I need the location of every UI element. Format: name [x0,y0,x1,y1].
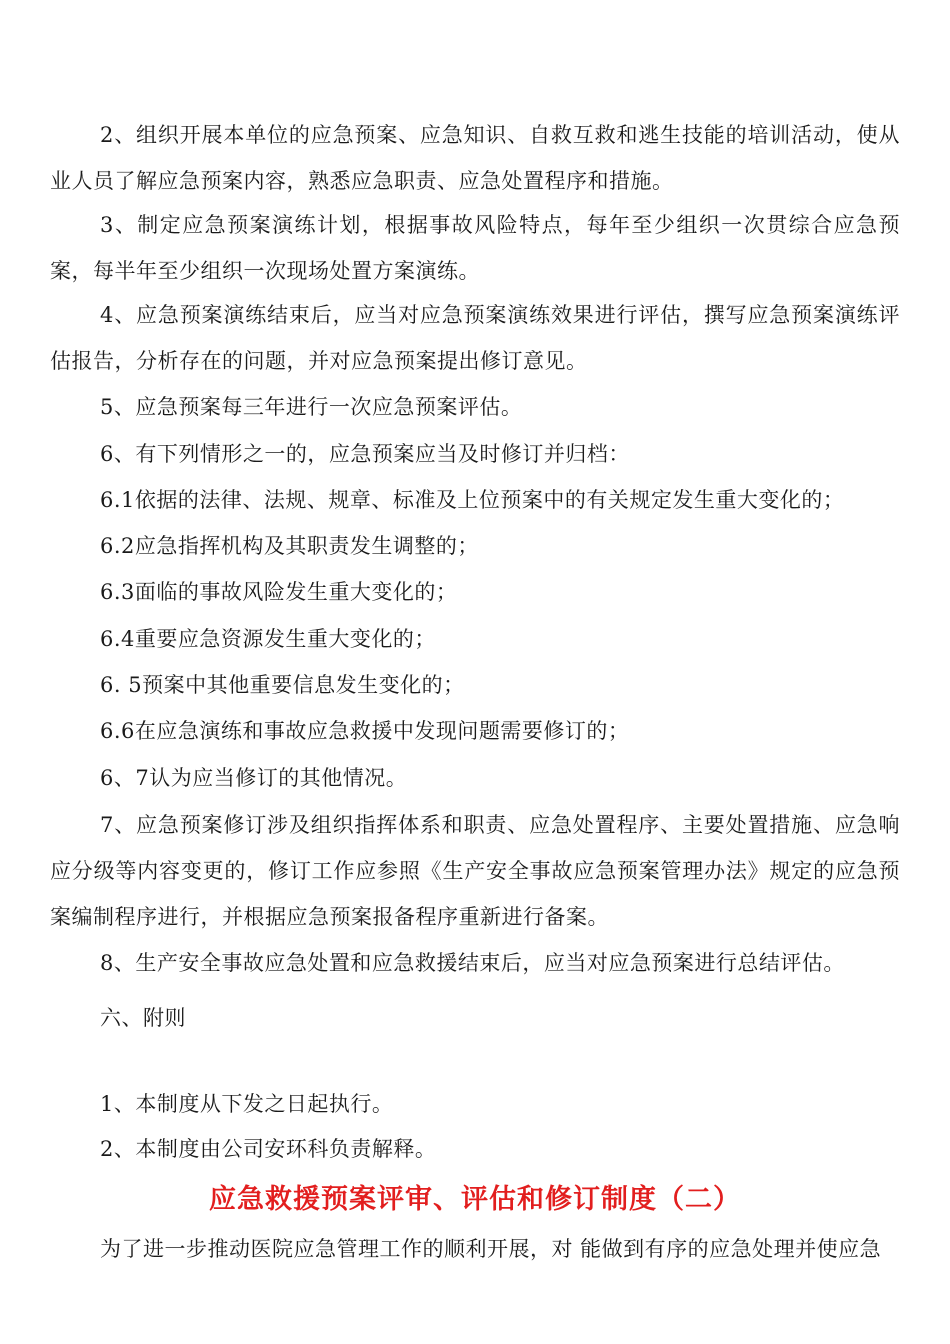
item-6-4: 6.4重要应急资源发生重大变化的； [100,627,436,651]
section-title: 应急救援预案评审、评估和修订制度（二） [209,1184,741,1215]
item-6-6: 6.6在应急演练和事故应急救援中发现问题需要修订的； [100,719,630,743]
paragraph-2-training: 2、组织开展本单位的应急预案、应急知识、自救互救和逃生技能的培训活动，使从业人员了解应急预案内容，熟悉应急职责、应急处置程序和措施。 [50,123,900,193]
paragraph-3-drill-plan: 3、制定应急预案演练计划，根据事故风险特点，每年至少组织一次贯综合应急预案，每半年至少组织一次现场处置方案演练。 [50,213,900,283]
paragraph-5-three-year-review: 5、应急预案每三年进行一次应急预案评估。 [100,395,523,419]
intro-paragraph: 为了进一步推动医院应急管理工作的顺利开展，对 能做到有序的应急处理并使应急 [100,1237,882,1261]
item-6-1: 6.1依据的法律、法规、规章、标准及上位预案中的有关规定发生重大变化的； [100,488,845,512]
paragraph-6-revision-conditions: 6、有下列情形之一的，应急预案应当及时修订并归档： [100,442,630,466]
item-6-7: 6、7认为应当修订的其他情况。 [100,766,408,790]
appendix-item-2: 2、本制度由公司安环科负责解释。 [100,1137,437,1161]
item-6-2: 6.2应急指挥机构及其职责发生调整的； [100,534,479,558]
item-6-3: 6.3面临的事故风险发生重大变化的； [100,580,458,604]
paragraph-4-drill-evaluation: 4、应急预案演练结束后，应当对应急预案演练效果进行评估，撰写应急预案演练评估报告，分析存在的问题，并对应急预案提出修订意见。 [50,303,900,373]
item-6-5: 6. 5预案中其他重要信息发生变化的； [100,673,465,697]
paragraph-8-post-incident-review: 8、生产安全事故应急处置和应急救援结束后，应当对应急预案进行总结评估。 [100,951,845,975]
section-heading-appendix: 六、附则 [100,1006,186,1030]
appendix-item-1: 1、本制度从下发之日起执行。 [100,1092,394,1116]
paragraph-7-revision-procedure: 7、应急预案修订涉及组织指挥体系和职责、应急处置程序、主要处置措施、应急响应分级等内容变更的，修订工作应参照《生产安全事故应急预案管理办法》规定的应急预案编制程序进行，并根据应急预案报备程序重新进行备案。 [50,813,900,929]
